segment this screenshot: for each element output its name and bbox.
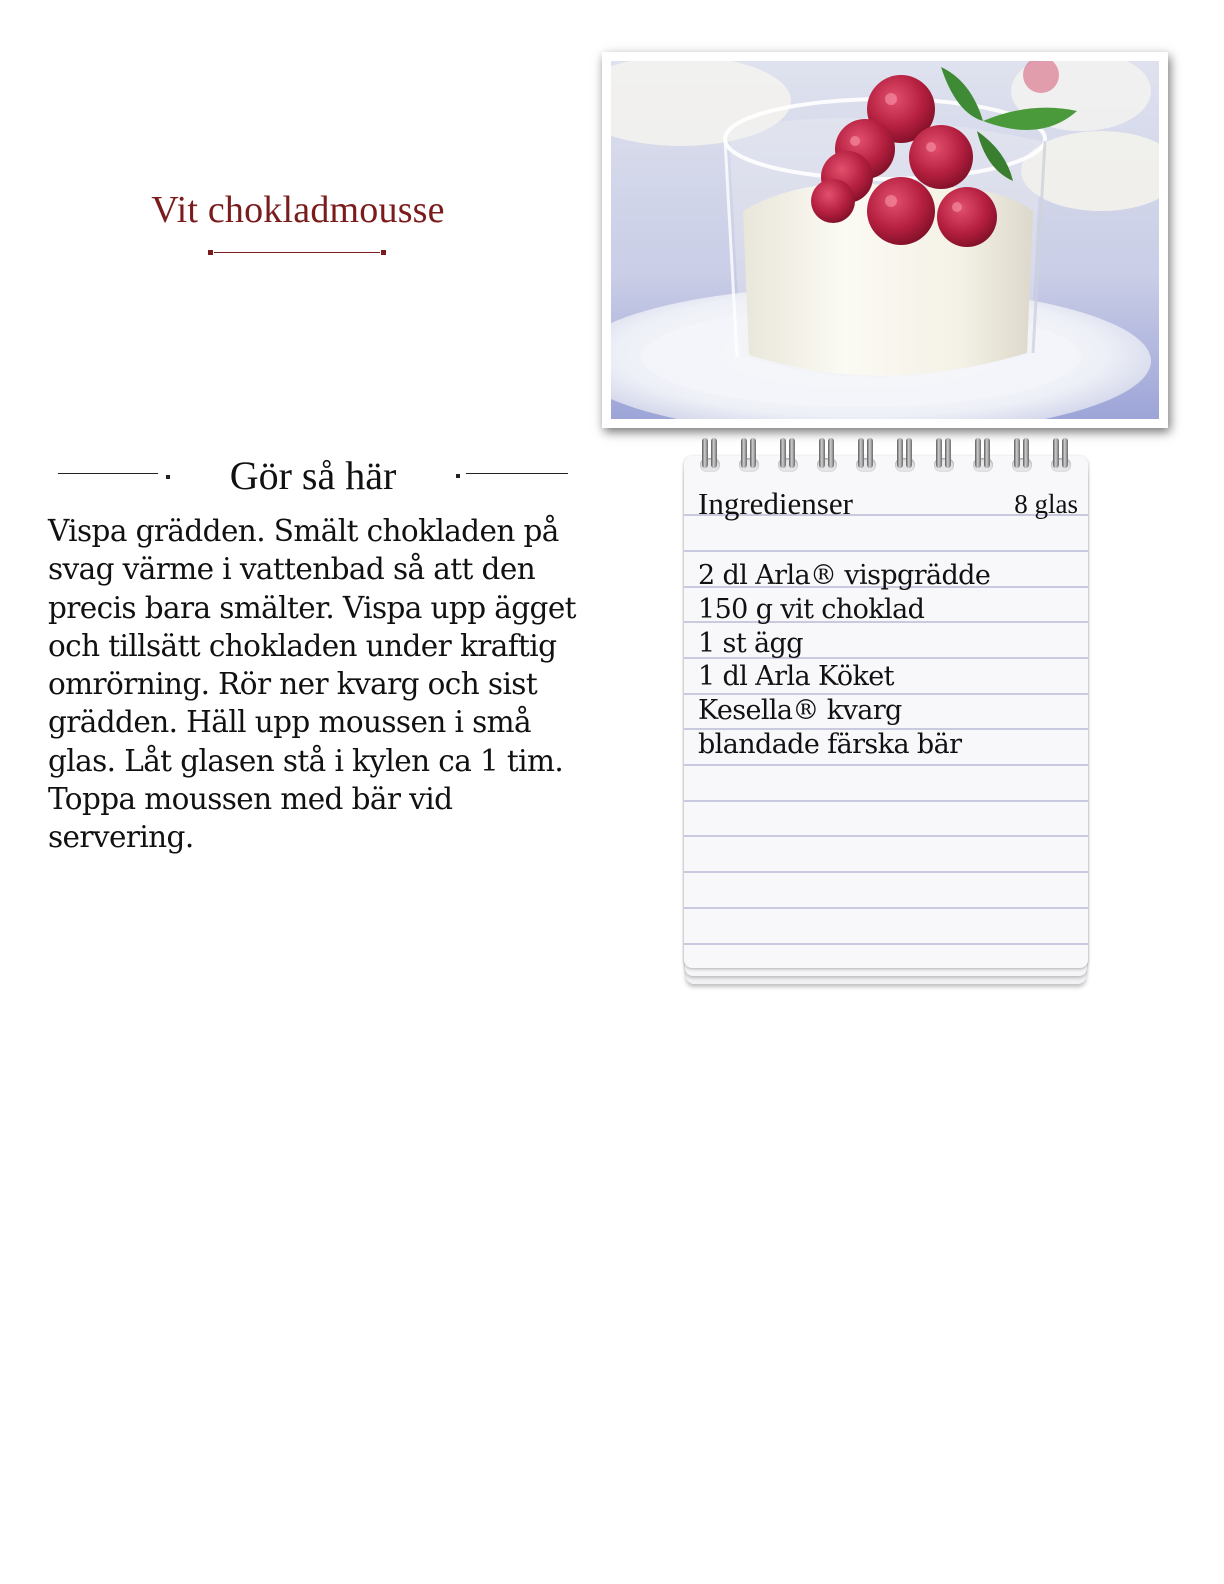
divider-dot-right (381, 250, 386, 255)
ingredient-item: blandade färska bär (698, 728, 962, 760)
ruled-line (684, 943, 1088, 945)
spiral-ring (1049, 438, 1073, 474)
servings-label: 8 glas (1014, 489, 1078, 519)
method-heading-label: Gör så här (229, 453, 397, 498)
ruled-line (684, 800, 1088, 802)
notepad-page (684, 456, 1088, 968)
spiral-ring (815, 438, 839, 474)
mousse-photo (611, 61, 1159, 419)
spiral-ring (737, 438, 761, 474)
title-divider (208, 249, 386, 257)
heading-dot-right (456, 474, 460, 478)
spiral-ring (971, 438, 995, 474)
ingredients-heading: Ingredienser (698, 486, 853, 521)
spiral-ring (854, 438, 878, 474)
spiral-ring (893, 438, 917, 474)
ruled-line (684, 871, 1088, 873)
spiral-ring (776, 438, 800, 474)
recipe-title: Vit chokladmousse (151, 189, 445, 231)
divider-dot-left (208, 250, 213, 255)
ruled-line (684, 764, 1088, 766)
ingredient-item: 2 dl Arla® vispgrädde (698, 560, 991, 591)
spiral-ring (932, 438, 956, 474)
ruled-line (684, 907, 1088, 909)
spiral-ring (698, 438, 722, 474)
ingredient-item: 150 g vit choklad (698, 593, 925, 625)
ingredients-notepad (684, 452, 1088, 984)
ruled-line (684, 835, 1088, 837)
recipe-photo (602, 52, 1168, 428)
heading-rule-right (466, 473, 568, 474)
spiral-binding (698, 438, 1082, 474)
ingredient-list (698, 559, 990, 762)
ingredient-item: 1 st ägg (698, 627, 803, 659)
ruled-line (684, 550, 1088, 552)
method-heading (48, 452, 578, 500)
method-text: Vispa grädden. Smält chokladen på svag värme i vattenbad så att den precis bara smälter. Vispa upp ägget och tillsätt chokladen under kraftig omrörning. Rör ner kvarg och sist grädden. Häll upp moussen i små glas. Låt glasen stå i kylen ca 1 tim. Toppa moussen med bär vid servering. (48, 514, 576, 855)
divider-line (214, 252, 380, 253)
ingredient-item: Kesella® kvarg (698, 695, 902, 727)
spiral-ring (1010, 438, 1034, 474)
ingredient-item: 1 dl Arla Köket (698, 661, 894, 693)
